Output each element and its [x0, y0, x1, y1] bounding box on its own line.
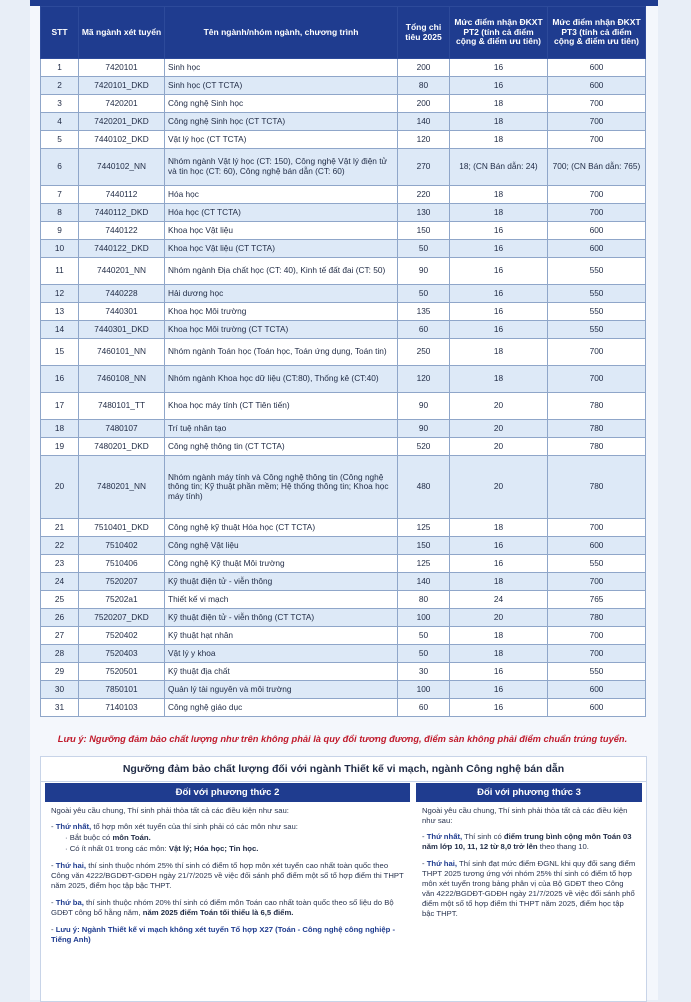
cell-stt: 23: [41, 555, 79, 573]
cell-code: 7140103: [79, 699, 165, 717]
cell-code: 7440102_NN: [79, 149, 165, 186]
table-row: [41, 456, 646, 519]
cell-stt: 28: [41, 645, 79, 663]
cell-pt2: 18: [450, 186, 548, 204]
cell-pt2: 18: [450, 645, 548, 663]
cell-quota: 50: [398, 285, 450, 303]
cell-pt3: 550: [548, 321, 646, 339]
cell-quota: 220: [398, 186, 450, 204]
table-row: [41, 573, 646, 591]
cell-name: Sinh học (CT TCTA): [165, 77, 398, 95]
table-row: [41, 438, 646, 456]
cell-name: Sinh học: [165, 59, 398, 77]
cell-quota: 140: [398, 113, 450, 131]
cell-quota: 125: [398, 555, 450, 573]
table-row: [41, 303, 646, 321]
cell-code: 7420201_DKD: [79, 113, 165, 131]
cell-pt2: 18: [450, 95, 548, 113]
cell-stt: 1: [41, 59, 79, 77]
cell-pt3: 550: [548, 303, 646, 321]
cell-pt2: 16: [450, 321, 548, 339]
cell-stt: 16: [41, 366, 79, 393]
cell-stt: 17: [41, 393, 79, 420]
cell-pt2: 16: [450, 258, 548, 285]
cell-code: 7510402: [79, 537, 165, 555]
cell-quota: 200: [398, 95, 450, 113]
cell-code: 7510406: [79, 555, 165, 573]
cell-name: Hải dương học: [165, 285, 398, 303]
cell-pt2: 16: [450, 681, 548, 699]
admission-table: [40, 6, 646, 717]
cell-code: 75202a1: [79, 591, 165, 609]
cell-stt: 13: [41, 303, 79, 321]
cell-name: Công nghệ thông tin (CT TCTA): [165, 438, 398, 456]
cell-name: Khoa học Môi trường: [165, 303, 398, 321]
cell-pt2: 20: [450, 393, 548, 420]
cell-name: Công nghệ giáo dục: [165, 699, 398, 717]
cell-quota: 60: [398, 699, 450, 717]
table-row: [41, 95, 646, 113]
cell-pt3: 700: [548, 204, 646, 222]
cell-pt2: 16: [450, 699, 548, 717]
cell-stt: 5: [41, 131, 79, 149]
cell-pt2: 18: [450, 131, 548, 149]
cell-code: 7440301_DKD: [79, 321, 165, 339]
cell-pt2: 18: [450, 519, 548, 537]
cell-pt3: 780: [548, 456, 646, 519]
table-row: [41, 393, 646, 420]
cell-quota: 270: [398, 149, 450, 186]
cell-code: 7520403: [79, 645, 165, 663]
cell-name: Kỹ thuật địa chất: [165, 663, 398, 681]
table-row: [41, 627, 646, 645]
cell-name: Công nghệ Sinh học: [165, 95, 398, 113]
table-row: [41, 609, 646, 627]
table-row: [41, 663, 646, 681]
cell-code: 7440112: [79, 186, 165, 204]
cell-stt: 21: [41, 519, 79, 537]
cell-name: Nhóm ngành Khoa học dữ liệu (CT:80), Thống kê (CT:40): [165, 366, 398, 393]
cell-code: 7460101_NN: [79, 339, 165, 366]
method-2-heading: Đối với phương thức 2: [45, 783, 410, 802]
cell-quota: 30: [398, 663, 450, 681]
cell-name: Kỹ thuật điện tử - viễn thông (CT TCTA): [165, 609, 398, 627]
cell-quota: 200: [398, 59, 450, 77]
table-row: [41, 321, 646, 339]
cell-name: Công nghệ Kỹ thuật Môi trường: [165, 555, 398, 573]
cell-name: Khoa học Môi trường (CT TCTA): [165, 321, 398, 339]
cell-stt: 27: [41, 627, 79, 645]
table-row: [41, 285, 646, 303]
cell-code: 7460108_NN: [79, 366, 165, 393]
cell-name: Khoa học Vật liệu: [165, 222, 398, 240]
table-row: [41, 420, 646, 438]
cell-stt: 9: [41, 222, 79, 240]
cell-pt2: 18; (CN Bán dẫn: 24): [450, 149, 548, 186]
method-3-first: - Thứ nhất, Thí sinh có điểm trung bình cộng môn Toán 03 năm lớp 10, 11, 12 từ 8,0 trở lên theo thang 10.: [422, 832, 632, 851]
cell-pt3: 780: [548, 420, 646, 438]
cell-quota: 520: [398, 438, 450, 456]
cell-quota: 150: [398, 537, 450, 555]
cell-name: Thiết kế vi mạch: [165, 591, 398, 609]
cell-code: 7520402: [79, 627, 165, 645]
cell-stt: 30: [41, 681, 79, 699]
cell-quota: 90: [398, 393, 450, 420]
table-row: [41, 204, 646, 222]
header-quota: Tổng chỉ tiêu 2025: [398, 7, 450, 59]
cell-code: 7440122: [79, 222, 165, 240]
method-2-panel: [45, 783, 410, 1001]
cell-stt: 19: [41, 438, 79, 456]
cell-pt3: 600: [548, 222, 646, 240]
cell-name: Công nghệ kỹ thuật Hóa học (CT TCTA): [165, 519, 398, 537]
header-code: Mã ngành xét tuyển: [79, 7, 165, 59]
cell-code: 7480107: [79, 420, 165, 438]
cell-name: Nhóm ngành Toán học (Toán học, Toán ứng dụng, Toán tin): [165, 339, 398, 366]
cell-code: 7480201_NN: [79, 456, 165, 519]
cell-pt2: 16: [450, 59, 548, 77]
method-3-second: - Thứ hai, Thí sinh đạt mức điểm ĐGNL khi quy đổi sang điểm THPT 2025 tương ứng với nhóm 25% thí sinh có điểm tổ hợp môn xét tuyển trong bảng phân vị của Bộ GDĐT theo Công văn 4222/BGDĐT-GDĐH ngày 21/7/2025 về việc đối sánh phổ điểm một số tổ hợp điểm thi THPT năm 2025, điểm học tập bậc THPT.: [422, 859, 636, 918]
cell-pt3: 765: [548, 591, 646, 609]
table-row: [41, 339, 646, 366]
method-2-first: - Thứ nhất, tổ hợp môn xét tuyển của thí sinh phải có các môn như sau: · Bắt buộc có môn Toán. · Có ít nhất 01 trong các môn: Vật lý; Hóa học; Tin học.: [51, 822, 298, 853]
cell-quota: 140: [398, 573, 450, 591]
cell-pt2: 16: [450, 555, 548, 573]
cell-pt3: 780: [548, 438, 646, 456]
cell-pt3: 700: [548, 339, 646, 366]
cell-stt: 15: [41, 339, 79, 366]
cell-stt: 20: [41, 456, 79, 519]
cell-code: 7440122_DKD: [79, 240, 165, 258]
table-row: [41, 240, 646, 258]
header-stt: STT: [41, 7, 79, 59]
cell-quota: 90: [398, 420, 450, 438]
cell-name: Khoa học Vật liệu (CT TCTA): [165, 240, 398, 258]
cell-pt3: 700: [548, 645, 646, 663]
cell-pt2: 20: [450, 456, 548, 519]
table-row: [41, 591, 646, 609]
method-2-intro: Ngoài yêu cầu chung, Thí sinh phải thỏa tất cả các điều kiện như sau:: [51, 806, 289, 815]
cell-pt3: 600: [548, 681, 646, 699]
box-title: Ngưỡng đảm bảo chất lượng đối với ngành Thiết kế vi mạch, ngành Công nghệ bán dẫn: [41, 757, 646, 782]
table-row: [41, 366, 646, 393]
header-pt2: Mức điểm nhận ĐKXT PT2 (tính cả điểm cộng & điểm ưu tiên): [450, 7, 548, 59]
cell-pt3: 780: [548, 609, 646, 627]
cell-quota: 250: [398, 339, 450, 366]
quality-threshold-box: [40, 756, 647, 1002]
cell-stt: 10: [41, 240, 79, 258]
cell-stt: 31: [41, 699, 79, 717]
cell-stt: 22: [41, 537, 79, 555]
table-row: [41, 537, 646, 555]
cell-pt2: 18: [450, 366, 548, 393]
cell-pt3: 700: [548, 366, 646, 393]
table-row: [41, 258, 646, 285]
cell-stt: 11: [41, 258, 79, 285]
cell-pt2: 16: [450, 303, 548, 321]
cell-stt: 14: [41, 321, 79, 339]
cell-quota: 120: [398, 366, 450, 393]
cell-name: Công nghệ Sinh học (CT TCTA): [165, 113, 398, 131]
header-name: Tên ngành/nhóm ngành, chương trình: [165, 7, 398, 59]
cell-code: 7520207_DKD: [79, 609, 165, 627]
header-pt3: Mức điểm nhận ĐKXT PT3 (tính cả điểm cộng & điểm ưu tiên): [548, 7, 646, 59]
cell-pt3: 550: [548, 258, 646, 285]
cell-name: Trí tuệ nhân tạo: [165, 420, 398, 438]
cell-pt3: 600: [548, 77, 646, 95]
cell-pt3: 700: [548, 186, 646, 204]
cell-pt3: 700: [548, 573, 646, 591]
cell-name: Nhóm ngành Vật lý học (CT: 150), Công nghệ Vật lý điện tử và tin học (CT: 60), Công nghệ bán dẫn (CT: 60): [165, 149, 398, 186]
cell-stt: 6: [41, 149, 79, 186]
cell-code: 7850101: [79, 681, 165, 699]
cell-quota: 135: [398, 303, 450, 321]
cell-code: 7510401_DKD: [79, 519, 165, 537]
cell-pt3: 700: [548, 519, 646, 537]
cell-quota: 60: [398, 321, 450, 339]
cell-code: 7420201: [79, 95, 165, 113]
cell-pt3: 780: [548, 393, 646, 420]
method-2-note: - Lưu ý: Ngành Thiết kế vi mạch không xét tuyển Tổ hợp X27 (Toán - Công nghệ công nghiệp - Tiếng Anh): [51, 925, 396, 944]
cell-code: 7480101_TT: [79, 393, 165, 420]
quality-note: Lưu ý: Ngưỡng đảm bảo chất lượng như trên không phải là quy đổi tương đương, điểm sàn không phải điểm chuẩn trúng tuyển.: [57, 734, 628, 744]
method-3-panel: [416, 783, 642, 1001]
cell-quota: 480: [398, 456, 450, 519]
cell-pt2: 16: [450, 77, 548, 95]
cell-name: Kỹ thuật điện tử - viễn thông: [165, 573, 398, 591]
cell-code: 7440228: [79, 285, 165, 303]
cell-pt2: 18: [450, 204, 548, 222]
cell-pt2: 16: [450, 537, 548, 555]
method-3-intro: Ngoài yêu cầu chung, Thí sinh phải thỏa tất cả các điều kiện như sau:: [422, 806, 628, 825]
cell-pt2: 20: [450, 609, 548, 627]
method-2-third: - Thứ ba, thí sinh thuộc nhóm 20% thí sinh có điểm môn Toán cao nhất toàn quốc theo số liệu do Bộ GDĐT công bố hằng năm, năm 2025 điểm Toán tối thiểu là 6,5 điểm.: [51, 898, 394, 917]
cell-quota: 50: [398, 645, 450, 663]
cell-pt2: 16: [450, 240, 548, 258]
cell-name: Công nghệ Vật liệu: [165, 537, 398, 555]
table-row: [41, 681, 646, 699]
cell-code: 7480201_DKD: [79, 438, 165, 456]
table-row: [41, 59, 646, 77]
cell-pt3: 700: [548, 131, 646, 149]
cell-pt2: 16: [450, 285, 548, 303]
cell-code: 7440201_NN: [79, 258, 165, 285]
cell-stt: 7: [41, 186, 79, 204]
cell-name: Khoa học máy tính (CT Tiên tiến): [165, 393, 398, 420]
cell-pt3: 550: [548, 663, 646, 681]
cell-name: Hóa học: [165, 186, 398, 204]
cell-stt: 2: [41, 77, 79, 95]
cell-pt3: 700: [548, 627, 646, 645]
cell-quota: 50: [398, 240, 450, 258]
cell-stt: 12: [41, 285, 79, 303]
cell-pt3: 550: [548, 285, 646, 303]
table-header-row: [41, 7, 646, 59]
cell-pt2: 20: [450, 438, 548, 456]
cell-quota: 120: [398, 131, 450, 149]
table-row: [41, 113, 646, 131]
cell-pt3: 700: [548, 95, 646, 113]
cell-quota: 130: [398, 204, 450, 222]
cell-code: 7440112_DKD: [79, 204, 165, 222]
cell-name: Vật lý học (CT TCTA): [165, 131, 398, 149]
table-row: [41, 519, 646, 537]
cell-stt: 8: [41, 204, 79, 222]
cell-pt2: 20: [450, 420, 548, 438]
method-2-second: - Thứ hai, thí sinh thuộc nhóm 25% thí sinh có điểm tổ hợp môn xét tuyển cao nhất toàn quốc theo Công văn 4222/BGDĐT-GDĐH ngày 21/7/2025 về việc đối sánh phổ điểm một số tổ hợp điểm thi THPT năm 2025, điểm học tập bậc THPT.: [51, 861, 404, 890]
cell-stt: 24: [41, 573, 79, 591]
cell-quota: 100: [398, 609, 450, 627]
table-row: [41, 186, 646, 204]
cell-stt: 4: [41, 113, 79, 131]
cell-stt: 3: [41, 95, 79, 113]
cell-quota: 80: [398, 591, 450, 609]
table-row: [41, 222, 646, 240]
cell-pt2: 16: [450, 222, 548, 240]
cell-quota: 100: [398, 681, 450, 699]
table-row: [41, 645, 646, 663]
cell-quota: 150: [398, 222, 450, 240]
cell-code: 7520207: [79, 573, 165, 591]
cell-pt3: 600: [548, 240, 646, 258]
cell-quota: 80: [398, 77, 450, 95]
cell-pt2: 18: [450, 627, 548, 645]
cell-code: 7420101_DKD: [79, 77, 165, 95]
cell-name: Kỹ thuật hạt nhân: [165, 627, 398, 645]
cell-code: 7440301: [79, 303, 165, 321]
cell-pt2: 18: [450, 339, 548, 366]
table-row: [41, 149, 646, 186]
cell-pt3: 600: [548, 699, 646, 717]
cell-pt2: 16: [450, 663, 548, 681]
cell-quota: 90: [398, 258, 450, 285]
cell-pt3: 550: [548, 555, 646, 573]
method-3-heading: Đối với phương thức 3: [416, 783, 642, 802]
cell-stt: 26: [41, 609, 79, 627]
cell-pt2: 18: [450, 113, 548, 131]
table-row: [41, 555, 646, 573]
cell-stt: 18: [41, 420, 79, 438]
cell-name: Quản lý tài nguyên và môi trường: [165, 681, 398, 699]
table-row: [41, 77, 646, 95]
cell-pt3: 700: [548, 113, 646, 131]
cell-code: 7520501: [79, 663, 165, 681]
cell-name: Vật lý y khoa: [165, 645, 398, 663]
cell-pt3: 600: [548, 537, 646, 555]
cell-quota: 50: [398, 627, 450, 645]
table-row: [41, 699, 646, 717]
cell-name: Nhóm ngành Địa chất học (CT: 40), Kinh tế đất đai (CT: 50): [165, 258, 398, 285]
cell-name: Nhóm ngành máy tính và Công nghệ thông tin (Công nghệ thông tin; Kỹ thuật phần mềm; Hệ thống thông tin; Khoa học máy tính): [165, 456, 398, 519]
cell-code: 7420101: [79, 59, 165, 77]
cell-quota: 125: [398, 519, 450, 537]
cell-code: 7440102_DKD: [79, 131, 165, 149]
cell-pt2: 18: [450, 573, 548, 591]
cell-pt3: 700; (CN Bán dẫn: 765): [548, 149, 646, 186]
cell-stt: 25: [41, 591, 79, 609]
cell-name: Hóa học (CT TCTA): [165, 204, 398, 222]
cell-stt: 29: [41, 663, 79, 681]
cell-pt2: 24: [450, 591, 548, 609]
table-row: [41, 131, 646, 149]
cell-pt3: 600: [548, 59, 646, 77]
